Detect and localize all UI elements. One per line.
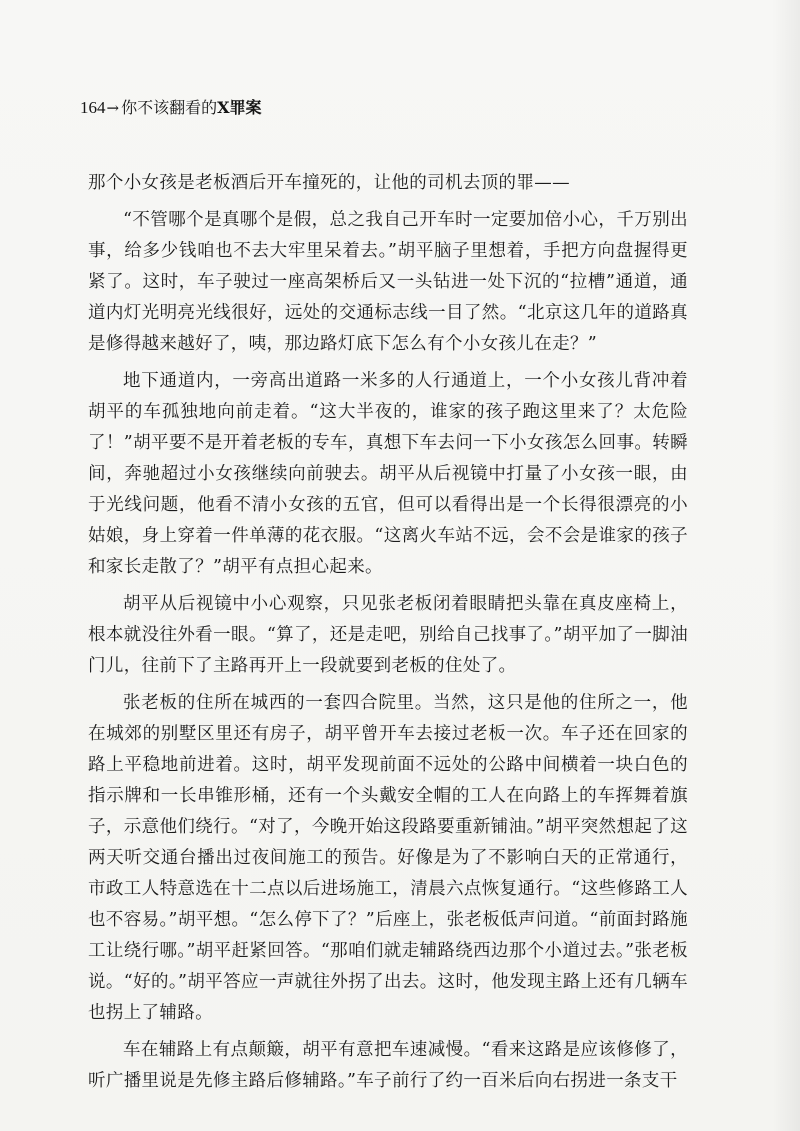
paragraph-2: “不管哪个是真哪个是假，总之我自己开车时一定要加倍小心，千万别出事，给多少钱咱也不去大牢里呆着去。”胡平脑子里想着，手把方向盘握得更紧了。这时，车子驶过一座高架桥后又一头钻进一处下沉的“拉槽”通道，通道内灯光明亮光线很好，远处的交通标志线一目了然。“北京这几年的道路真是修得越来越好了，咦，那边路灯底下怎么有个小女孩儿在走？” xyxy=(88,210,688,354)
running-header xyxy=(80,96,262,120)
paragraph-5: 张老板的住所在城西的一套四合院里。当然，这只是他的住所之一，他在城郊的别墅区里还有房子，胡平曾开车去接过老板一次。车子还在回家的路上平稳地前进着。这时，胡平发现前面不远处的公路中间横着一块白色的指示牌和一长串锥形桶，还有一个头戴安全帽的工人在向路上的车挥舞着旗子，示意他们绕行。“对了，今晚开始这段路要重新铺油。”胡平突然想起了这两天听交通台播出过夜间施工的预告。好像是为了不影响白天的正常通行，市政工人特意选在十二点以后进场施工，清晨六点恢复通行。“这些修路工人也不容易。”胡平想。“怎么停下了？”后座上，张老板低声问道。“前面封路施工让绕行哪。”胡平赶紧回答。“那咱们就走辅路绕西边那个小道过去。”张老板说。“好的。”胡平答应一声就往外拐了出去。这时，他发现主路上还有几辆车也拐上了辅路。 xyxy=(88,693,688,1023)
body-text xyxy=(88,168,688,1103)
header-arrow-icon: → xyxy=(106,99,120,117)
paragraph-1: 那个小女孩是老板酒后开车撞死的，让他的司机去顶的罪—— xyxy=(88,173,570,193)
paragraph-6: 车在辅路上有点颠簸，胡平有意把车速减慢。“看来这路是应该修修了，听广播里说是先修主路后修辅路。”车子前行了约一百米后向右拐进一条支干 xyxy=(88,1040,688,1091)
paragraph-4: 胡平从后视镜中小心观察，只见张老板闭着眼睛把头靠在真皮座椅上，根本就没往外看一眼。“算了，还是走吧，别给自己找事了。”胡平加了一脚油门儿，往前下了主路再开上一段就要到老板的住处了。 xyxy=(88,594,688,676)
binding-shadow xyxy=(772,0,800,1131)
book-title xyxy=(121,98,261,117)
paragraph-3: 地下通道内，一旁高出道路一米多的人行通道上，一个小女孩儿背冲着胡平的车孤独地向前走着。“这大半夜的，谁家的孩子跑这里来了？太危险了！”胡平要不是开着老板的专车，真想下车去问一下小女孩怎么回事。转瞬间，奔驰超过小女孩继续向前驶去。胡平从后视镜中打量了小女孩一眼，由于光线问题，他看不清小女孩的五官，但可以看得出是一个长得很漂亮的小姑娘，身上穿着一件单薄的花衣服。“这离火车站不远，会不会是谁家的孩子和家长走散了？”胡平有点担心起来。 xyxy=(88,371,688,577)
page-number: 164 xyxy=(80,98,106,117)
book-title-prefix: 你不该翻看的 xyxy=(121,98,218,117)
book-title-bold: X罪案 xyxy=(217,98,262,117)
